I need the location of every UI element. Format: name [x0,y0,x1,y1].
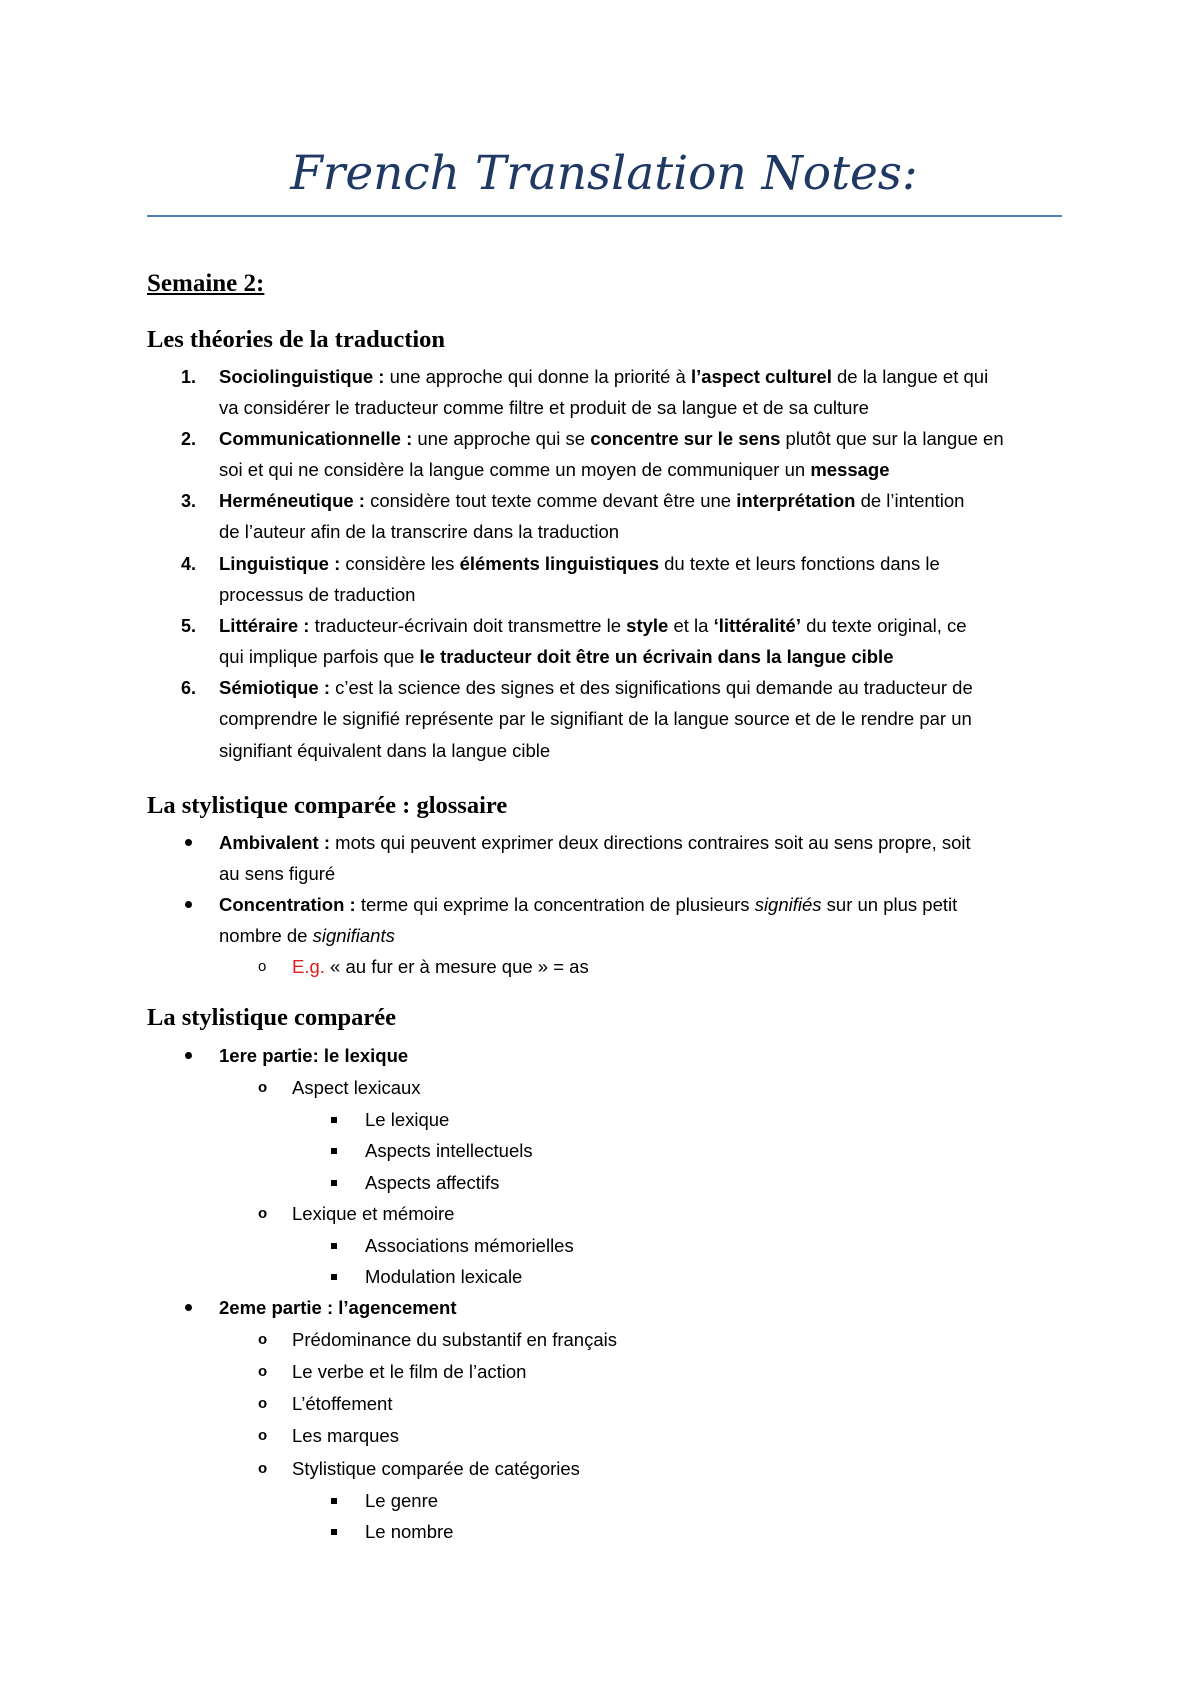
list-item-line [219,582,415,608]
square-bullet-icon [331,1107,339,1115]
text-run: du texte et leurs fonctions dans le [659,553,940,574]
outline-leaf-item: Le genre [365,1490,439,1511]
list-item-line [219,488,964,514]
text-run: va considérer le traducteur comme filtre et produit de sa langue et de sa culture [219,397,869,418]
text-run: mots qui peuvent exprimer deux directions contraires soit au sens propre, soit [330,832,971,853]
text-run: sur un plus petit [821,894,958,915]
list-item-line [219,457,890,483]
text-run: une approche qui se [412,428,591,449]
text-run: Ambivalent : [219,832,331,853]
week-heading: Semaine 2: [147,270,265,297]
outline-sub-item: Aspect lexicaux [292,1077,421,1098]
list-number: 5. [181,616,197,636]
text-run: une approche qui donne la priorité à [384,366,691,387]
list-item-line [219,426,1004,452]
title-underline [147,215,1062,217]
outline-leaf-item: Modulation lexicale [365,1266,523,1287]
list-item-line [219,395,869,421]
list-number: 1. [181,367,197,387]
square-bullet-icon [331,1264,339,1272]
text-run: de la langue et qui [831,366,989,387]
list-number: 6. [181,678,197,698]
outline-sub-item: Prédominance du substantif en français [292,1329,617,1350]
outline-sub-item: Stylistique comparée de catégories [292,1458,580,1479]
text-run: et la [668,615,714,636]
part-label: 2eme partie : l’agencement [219,1297,457,1318]
outline-leaf-item: Le nombre [365,1521,454,1542]
text-run: ‘littéralité’ [713,615,801,636]
circle-bullet-icon: o [258,1427,268,1444]
text-run: éléments linguistiques [459,553,659,574]
list-number: 2. [181,429,197,449]
square-bullet-icon [331,1519,339,1527]
list-item-line [219,706,972,732]
text-run: c’est la science des signes et des significations qui demande au traducteur de [330,677,973,698]
section-heading-stylistique: La stylistique comparée [147,1004,397,1031]
list-item-line [219,551,940,577]
outline-leaf-item: Aspects affectifs [365,1172,500,1193]
glossary-item-line [219,830,971,856]
outline-sub-item: L’étoffement [292,1393,393,1414]
text-run: le traducteur doit être un écrivain dans la langue cible [419,646,894,667]
square-bullet-icon [331,1488,339,1496]
outline-leaf-item: Associations mémorielles [365,1235,574,1256]
list-item-line [219,675,973,701]
text-run: au sens figuré [219,863,336,884]
document-title: French Translation Notes: [290,146,918,201]
outline-sub-item: Le verbe et le film de l’action [292,1361,527,1382]
text-run: Sémiotique : [219,677,331,698]
bullet-icon [185,1295,197,1307]
text-run: terme qui exprime la concentration de plusieurs [355,894,755,915]
circle-bullet-icon: o [258,1363,268,1380]
text-run: Concentration : [219,894,356,915]
circle-bullet-icon: o [258,958,267,975]
text-run: traducteur-écrivain doit transmettre le [309,615,627,636]
text-run: Littéraire : [219,615,310,636]
text-run: soi et qui ne considère la langue comme un moyen de communiquer un [219,459,811,480]
text-run: style [626,615,669,636]
outline-leaf-item: Le lexique [365,1109,450,1130]
list-item-line [219,738,550,764]
text-run: considère tout texte comme devant être une [364,490,737,511]
text-run: qui implique parfois que [219,646,420,667]
glossary-item-line [219,861,335,887]
bullet-icon [185,892,197,904]
section-heading-theories: Les théories de la traduction [147,326,446,353]
glossary-item-line [219,923,395,949]
outline-leaf-item: Aspects intellectuels [365,1140,533,1161]
text-run: E.g. [292,956,325,977]
list-number: 4. [181,554,197,574]
text-run: de l’auteur afin de la transcrire dans la traduction [219,521,620,542]
circle-bullet-icon: o [258,1331,268,1348]
text-run: considère les [340,553,460,574]
text-run: concentre sur le sens [590,428,781,449]
text-run: Communicationnelle : [219,428,413,449]
text-run: signifiants [312,925,395,946]
example-line [292,954,589,980]
text-run: Herméneutique : [219,490,365,511]
text-run: plutôt que sur la langue en [780,428,1004,449]
list-item-line [219,613,967,639]
bullet-icon [185,830,197,842]
text-run: de l’intention [855,490,965,511]
circle-bullet-icon: o [258,1395,268,1412]
text-run: signifiés [754,894,822,915]
text-run: « au fur er à mesure que » = as [324,956,589,977]
text-run: processus de traduction [219,584,416,605]
bullet-icon [185,1043,197,1055]
circle-bullet-icon: o [258,1205,268,1222]
text-run: l’aspect culturel [690,366,832,387]
square-bullet-icon [331,1138,339,1146]
list-item-line [219,364,988,390]
list-number: 3. [181,491,197,511]
list-item-line [219,644,893,670]
text-run: comprendre le signifié représente par le signifiant de la langue source et de le rendre par un [219,708,972,729]
square-bullet-icon [331,1233,339,1241]
circle-bullet-icon: o [258,1079,268,1096]
list-item-line [219,519,619,545]
text-run: message [810,459,890,480]
glossary-item-line [219,892,957,918]
text-run: du texte original, ce [800,615,967,636]
text-run: interprétation [736,490,856,511]
square-bullet-icon [331,1170,339,1178]
outline-sub-item: Lexique et mémoire [292,1203,455,1224]
part-label: 1ere partie: le lexique [219,1045,409,1066]
text-run: Sociolinguistique : [219,366,385,387]
text-run: Linguistique : [219,553,341,574]
circle-bullet-icon: o [258,1460,268,1477]
text-run: signifiant équivalent dans la langue cible [219,740,551,761]
outline-sub-item: Les marques [292,1425,399,1446]
section-heading-glossary: La stylistique comparée : glossaire [147,792,508,819]
text-run: nombre de [219,925,313,946]
